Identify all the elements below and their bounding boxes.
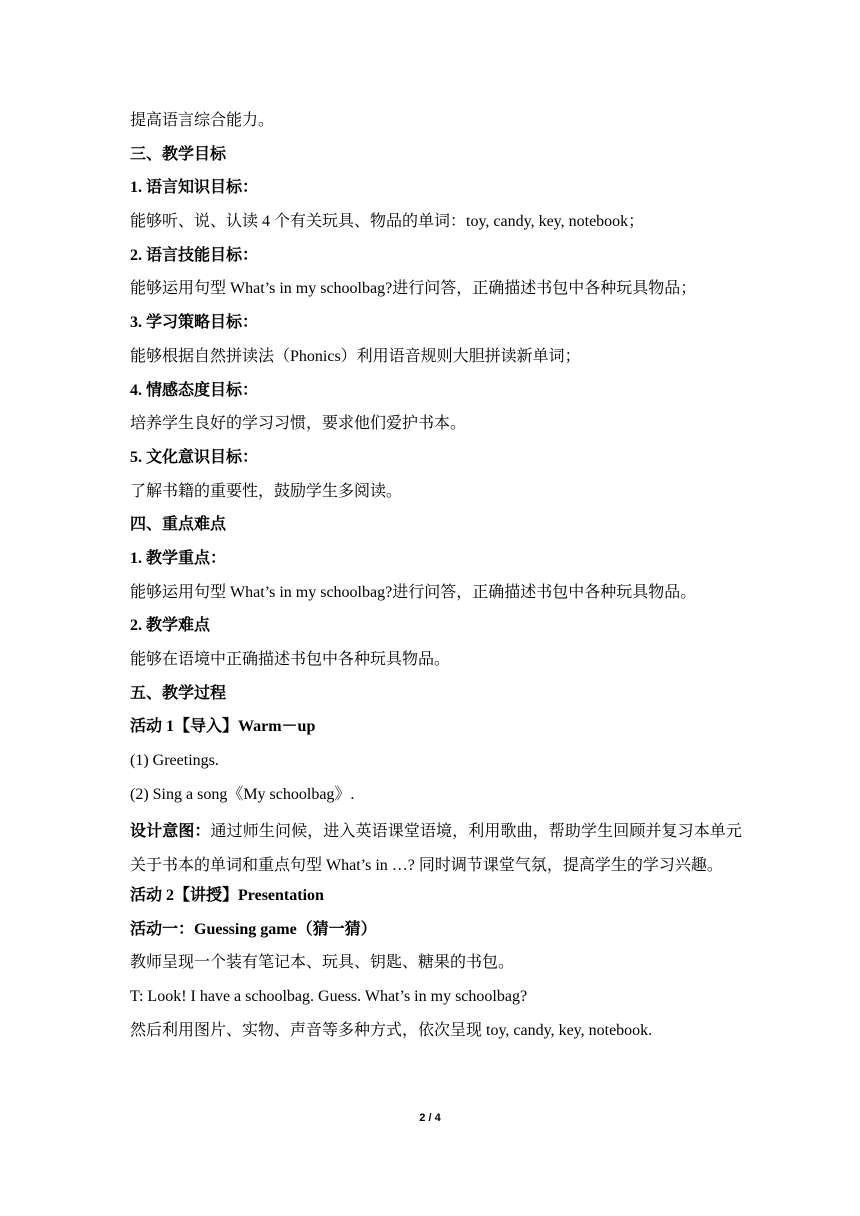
section-heading: 1. 语言知识目标： xyxy=(130,179,259,197)
lines-after xyxy=(130,883,750,1051)
body-line: 教师呈现一个装有笔记本、玩具、钥匙、糖果的书包。 xyxy=(130,954,515,972)
section-heading: 活动 2【讲授】Presentation xyxy=(130,886,324,904)
body-line: (2) Sing a song《My schoolbag》. xyxy=(130,785,355,803)
body-line: 能够在语境中正确描述书包中各种玩具物品。 xyxy=(130,651,451,668)
body-line: 然后利用图片、实物、声音等多种方式，依次呈现 toy, candy, key, notebook. xyxy=(130,1021,653,1039)
section-heading: 五、教学过程 xyxy=(130,684,227,702)
body-line: 能够根据自然拼读法（Phonics）利用语音规则大胆拼读新单词； xyxy=(130,347,581,365)
section-heading: 5. 文化意识目标： xyxy=(130,448,259,466)
body-line: 能够听、说、认读 4 个有关玩具、物品的单词：toy, candy, key, notebook； xyxy=(130,213,645,231)
page-number: 2 / 4 xyxy=(419,1112,441,1124)
body-line: 能够运用句型 What’s in my schoolbag?进行问答，正确描述书包中各种玩具物品。 xyxy=(130,583,697,601)
section-heading: 四、重点难点 xyxy=(130,516,227,534)
document-body xyxy=(130,108,750,1051)
design-intent-text: 通过师生问候，进入英语课堂语境，利用歌曲，帮助学生回顾并复习本单元关于书本的单词和重点句型 What’s in …? 同时调节课堂气氛，提高学生的学习兴趣。 xyxy=(130,823,742,875)
body-line: 培养学生良好的学习习惯，要求他们爱护书本。 xyxy=(130,415,467,433)
body-line: 提高语言综合能力。 xyxy=(130,112,275,129)
body-line: T: Look! I have a schoolbag. Guess. What’s in my schoolbag? xyxy=(130,987,528,1005)
section-heading: 2. 教学难点 xyxy=(130,617,211,635)
section-heading: 三、教学目标 xyxy=(130,145,227,163)
section-heading: 2. 语言技能目标： xyxy=(130,246,259,264)
section-heading: 4. 情感态度目标： xyxy=(130,381,259,399)
section-heading: 3. 学习策略目标： xyxy=(130,314,259,332)
section-heading: 活动一：Guessing game（猜一猜） xyxy=(130,920,377,938)
section-heading: 活动 1【导入】Warm－up xyxy=(130,718,316,736)
design-intent-paragraph xyxy=(130,815,742,882)
body-line: (1) Greetings. xyxy=(130,752,219,770)
design-intent-label: 设计意图： xyxy=(130,823,211,841)
section-heading: 1. 教学重点： xyxy=(130,549,227,567)
lines-before xyxy=(130,108,750,815)
body-line: 能够运用句型 What’s in my schoolbag?进行问答，正确描述书包中各种玩具物品； xyxy=(130,280,697,298)
body-line: 了解书籍的重要性，鼓励学生多阅读。 xyxy=(130,482,403,500)
